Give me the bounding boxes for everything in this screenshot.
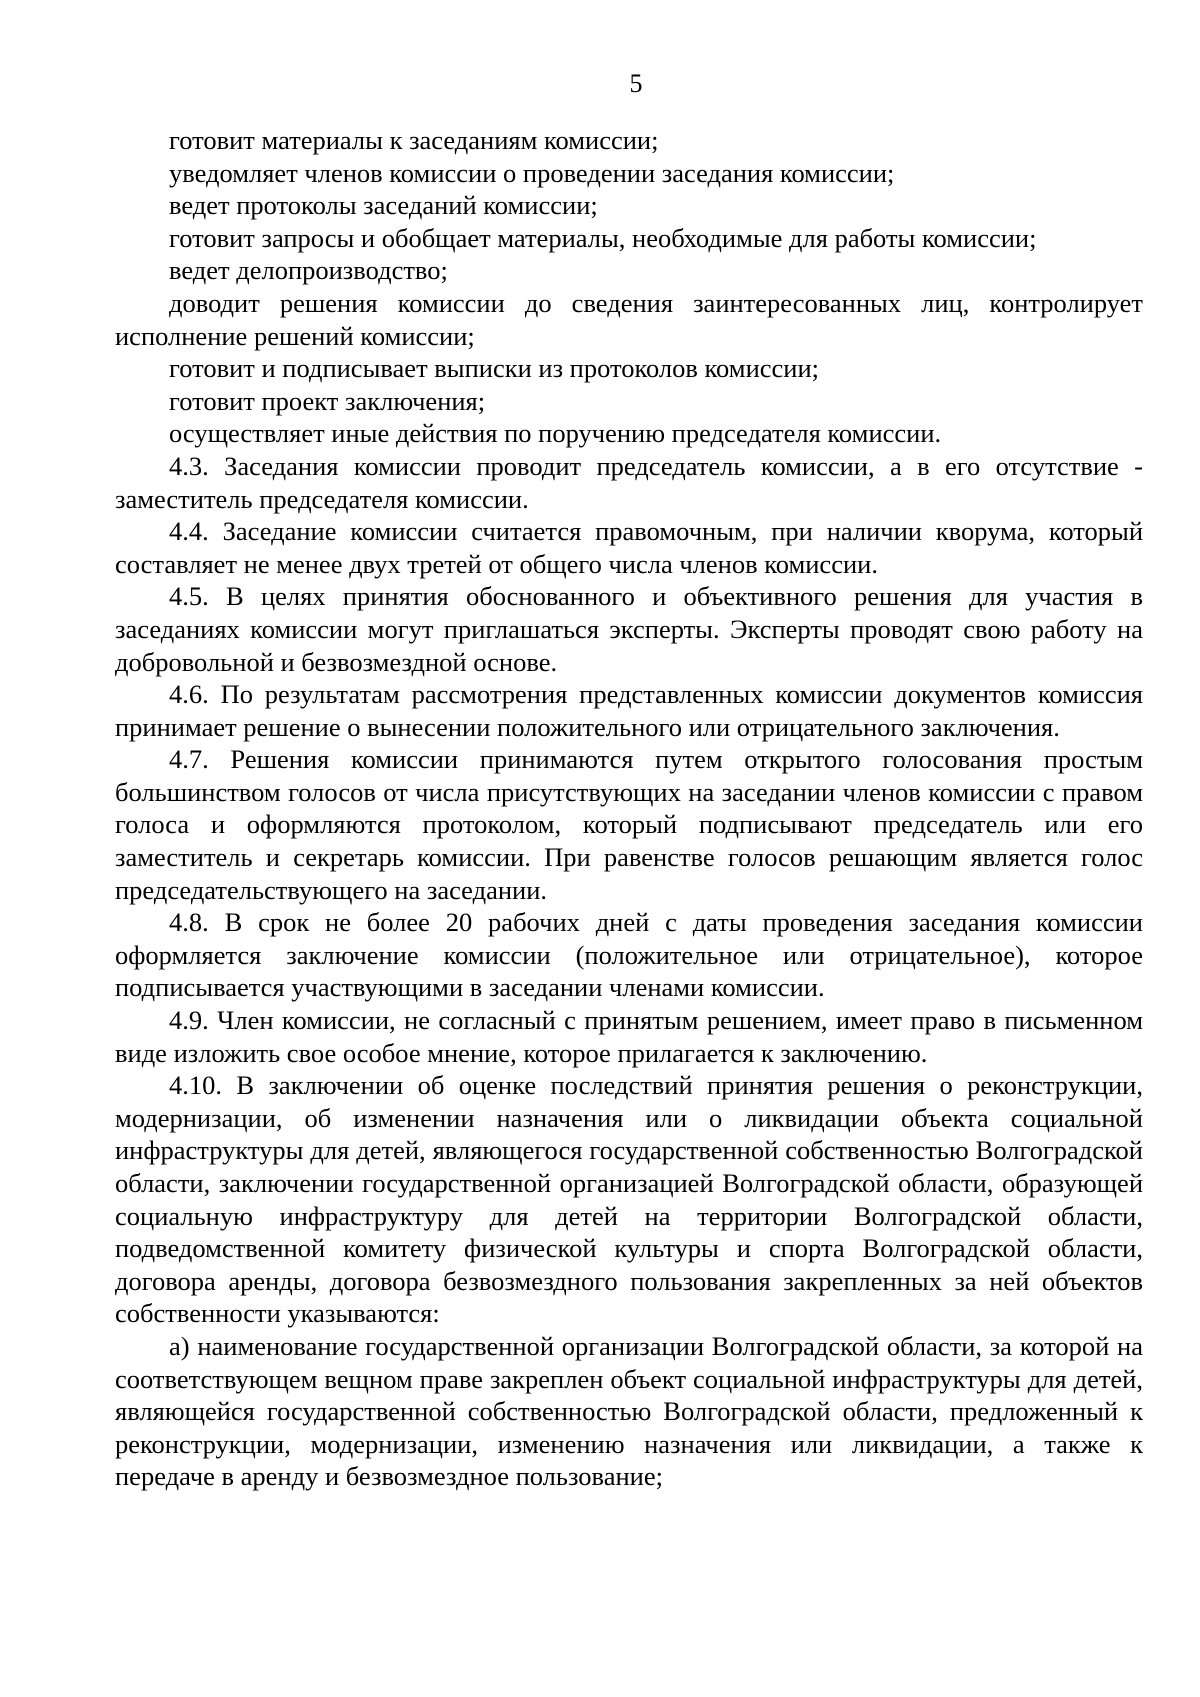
paragraph-duty-draft-conclusion: готовит проект заключения; — [169, 385, 486, 416]
paragraph-4-9: 4.9. Член комиссии, не согласный с принятым решением, имеет право в письменном виде изложить свое особое мнение, которое прилагается к заключению. — [115, 1005, 1143, 1068]
paragraph-4-3: 4.3. Заседания комиссии проводит председатель комиссии, а в его отсутствие - заместитель председателя комиссии. — [115, 450, 1143, 514]
paragraph-duty-sign-extracts: готовит и подписывает выписки из протоколов комиссии; — [169, 353, 820, 384]
paragraph-duty-communicate-decisions: доводит решения комиссии до сведения заинтересованных лиц, контролирует исполнение решений комиссии; — [115, 287, 1143, 351]
paragraph-duty-keep-minutes: ведет протоколы заседаний комиссии; — [169, 190, 598, 221]
paragraph-duty-other-actions: осуществляет иные действия по поручению председателя комиссии. — [169, 418, 942, 449]
paragraph-4-7: 4.7. Решения комиссии принимаются путем открытого голосования простым большинством голосов от числа присутствующих на заседании членов комиссии с правом голоса и оформляются протоколом, который подписывают председатель или его заместитель и секретарь комиссии. При равенстве голосов решающим является голос председательствующего на заседании. — [115, 744, 1143, 905]
paragraph-4-6: 4.6. По результатам рассмотрения представленных комиссии документов комиссия принимает решение о вынесении положительного или отрицательного заключения. — [115, 679, 1143, 742]
body-text — [115, 124, 1143, 1493]
paragraph-4-4: 4.4. Заседание комиссии считается правомочным, при наличии кворума, который составляет не менее двух третей от общего числа членов комиссии. — [115, 516, 1143, 579]
paragraph-duty-prepare-materials: готовит материалы к заседаниям комиссии; — [169, 125, 659, 155]
paragraph-duty-prepare-requests: готовит запросы и обобщает материалы, необходимые для работы комиссии; — [169, 222, 1037, 253]
paragraph-item-a: а) наименование государственной организации Волгоградской области, за которой на соответствующем вещном праве закреплен объект социальной инфраструктуры для детей, являющейся государственной собственностью Волгоградской области, предложенный к реконструкции, модернизации, изменению назначения или ликвидации, а также к передаче в аренду и безвозмездное пользование; — [115, 1330, 1143, 1492]
paragraph-4-10: 4.10. В заключении об оценке последствий принятия решения о реконструкции, модернизации, об изменении назначения или о ликвидации объекта социальной инфраструктуры для детей, являющегося государственной собственностью Волгоградской области, заключении государственной организацией Волгоградской области, образующей социальную инфраструктуру для детей на территории Волгоградской области, подведомственной комитету физической культуры и спорта Волгоградской области, договора аренды, договора безвозмездного пользования закрепленных за ней объектов собственности указываются: — [115, 1070, 1143, 1329]
paragraph-duty-office-work: ведет делопроизводство; — [169, 255, 448, 286]
page-number: 5 — [629, 69, 643, 98]
paragraph-duty-notify-members: уведомляет членов комиссии о проведении заседания комиссии; — [169, 157, 895, 188]
paragraph-4-5: 4.5. В целях принятия обоснованного и объективного решения для участия в заседаниях комиссии могут приглашаться эксперты. Эксперты проводят свою работу на добровольной и безвозмездной основе. — [115, 581, 1143, 677]
paragraph-4-8: 4.8. В срок не более 20 рабочих дней с даты проведения заседания комиссии оформляется заключение комиссии (положительное или отрицательное), которое подписывается участвующими в заседании членами комиссии. — [115, 907, 1143, 1003]
